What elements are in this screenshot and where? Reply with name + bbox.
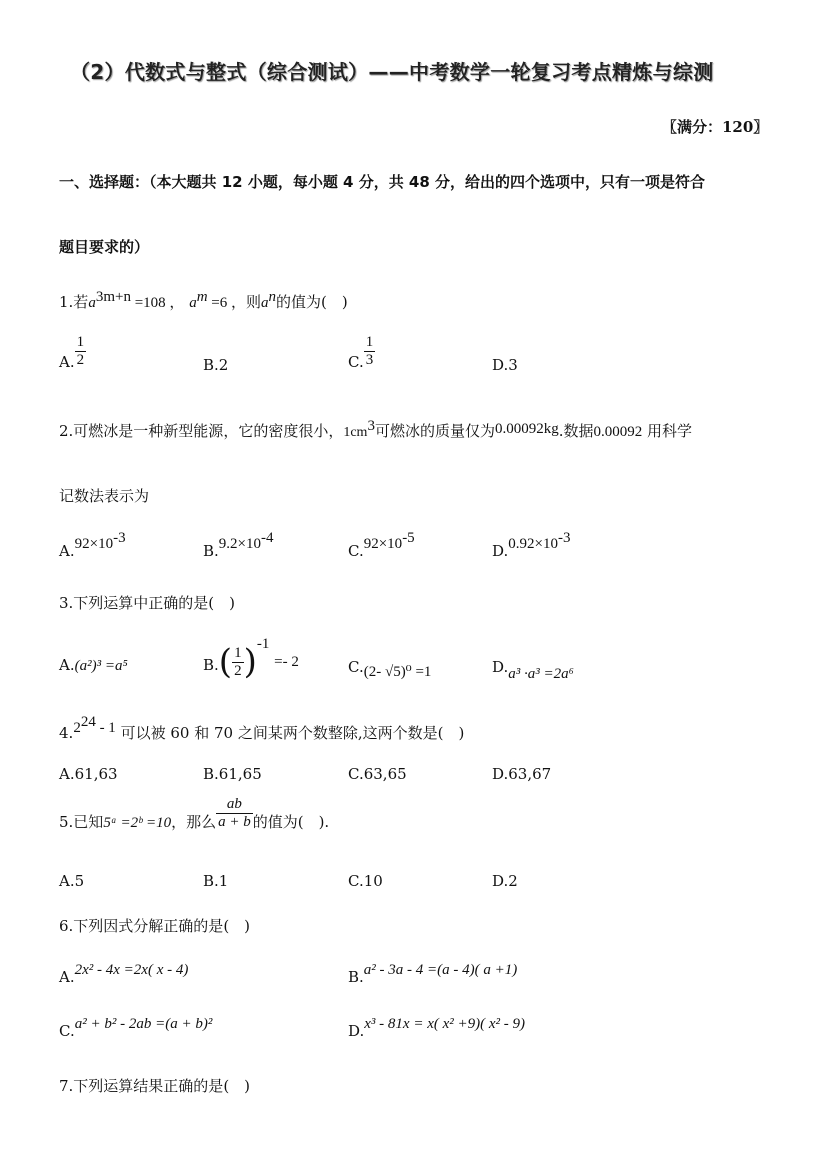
q6-option-b[interactable]: B.a² - 3a - 4 =(a - 4)( a +1): [348, 962, 518, 986]
page-title: （2）代数式与整式（综合测试）——中考数学一轮复习考点精炼与综测: [70, 60, 714, 84]
q1-option-c[interactable]: C. $\frac{1}{3}$: [348, 334, 374, 371]
question-6: 6.下列因式分解正确的是( ): [59, 917, 251, 935]
question-2-line1: 2.可燃冰是一种新型能源，它的密度很小，$1cm^3$可燃冰的质量仅为0.00092kg.数据0.00092 用科学: [59, 418, 693, 440]
q2-option-b[interactable]: $B.9.2\times 10^{-4}$: [203, 530, 274, 560]
q2-option-a[interactable]: $A.92\times 10^{-3}$: [59, 530, 126, 560]
q1-option-a[interactable]: A. $\frac{1}{2}$: [59, 334, 85, 371]
fraction: $\frac{1}{2}$: [76, 334, 85, 368]
q3-option-a[interactable]: A.(a²)³ =a⁵: [59, 656, 128, 674]
q3-option-d[interactable]: D.a³ ·a³ =2a⁶: [492, 658, 574, 682]
q6-option-a[interactable]: A.2x² - 4x =2x( x - 4): [59, 962, 189, 986]
q5-option-d[interactable]: D.2: [492, 872, 518, 890]
q1-option-d[interactable]: D.3: [492, 356, 518, 374]
left-paren: (: [218, 642, 233, 682]
q5-option-a[interactable]: A.5: [59, 872, 85, 890]
q4-option-c[interactable]: C.63,65: [348, 765, 407, 783]
question-3: 3.下列运算中正确的是( ): [59, 594, 236, 612]
q2-option-d[interactable]: $D.0.92\times 10^{-3}$: [492, 530, 571, 560]
q3-option-b[interactable]: B.( $\frac{1}{2}$ )$^{-1}$ =- 2: [203, 636, 299, 682]
question-2-line2: 记数法表示为: [59, 487, 150, 505]
section-heading-line2: 题目要求的）: [59, 238, 150, 256]
q3-option-c[interactable]: C.(2- √5)⁰ =1: [348, 658, 432, 680]
q5-option-c[interactable]: C.10: [348, 872, 383, 890]
q5-option-b[interactable]: B.1: [203, 872, 229, 890]
q1-option-b[interactable]: B.2: [203, 356, 229, 374]
question-7: 7.下列运算结果正确的是( ): [59, 1077, 251, 1095]
question-4: $4.2^{24} - 1$ 可以被 60 和 70 之间某两个数整除,这两个数是( ): [59, 714, 465, 742]
section-heading-line1: 一、选择题：（本大题共 12 小题，每小题 4 分，共 48 分，给出的四个选项中，只有一项是符合: [59, 173, 706, 191]
right-paren: ): [243, 642, 257, 682]
fraction: $\frac{1}{2}$: [234, 645, 242, 679]
q6-option-c[interactable]: C.a² + b² - 2ab =(a + b)²: [59, 1016, 213, 1040]
full-score: 〖满分：120〗: [662, 118, 769, 136]
q4-option-b[interactable]: B.61,65: [203, 765, 262, 783]
q2-option-c[interactable]: $C.92\times 10^{-5}$: [348, 530, 415, 560]
q6-option-d[interactable]: D.x³ - 81x = x( x² +9)( x² - 9): [348, 1016, 526, 1040]
q4-option-d[interactable]: D.63,67: [492, 765, 552, 783]
q4-option-a[interactable]: A.61,63: [59, 765, 118, 783]
fraction: $\frac{1}{3}$: [365, 334, 374, 368]
fraction-ab-over-a-plus-b: $\frac{ab}{a + b}$: [218, 796, 251, 830]
question-5: 5.已知5ᵃ =2ᵇ =10，那么 $\frac{ab}{a + b}$ 的值为( ).: [59, 796, 330, 831]
question-1: 1.若$a^{3m+n} =108$ ， $a^m =6$ ，则$a^n$的值为( ): [59, 289, 348, 311]
